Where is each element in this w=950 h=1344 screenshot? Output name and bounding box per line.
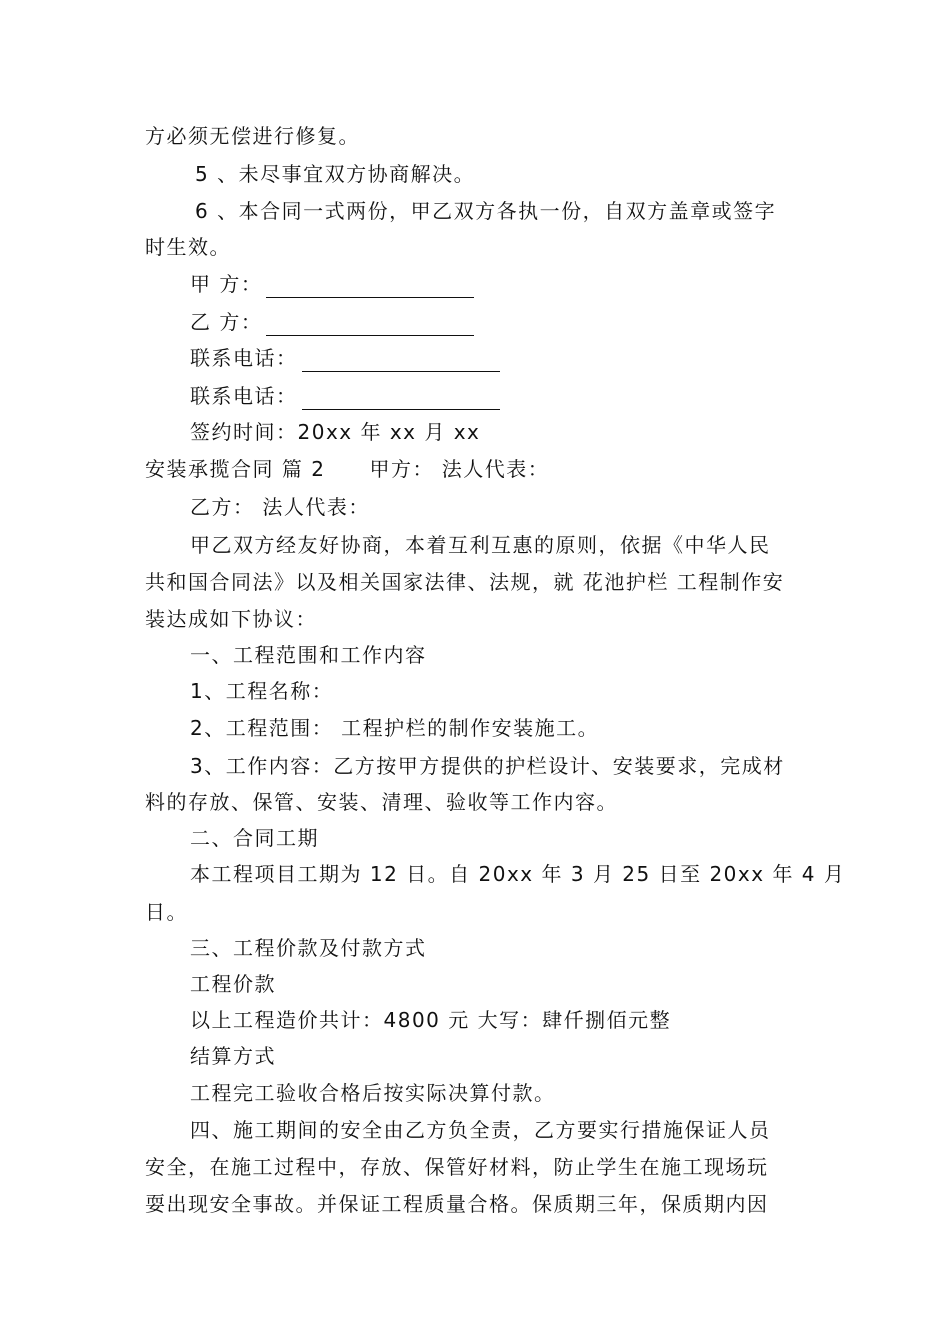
text-line: 四、施工期间的安全由乙方负全责，乙方要实行措施保证人员 <box>190 1118 771 1142</box>
text-line: 二、合同工期 <box>190 826 319 850</box>
text-line: 三、工程价款及付款方式 <box>190 936 427 960</box>
text-line: 2、工程范围： 工程护栏的制作安装施工。 <box>190 716 600 740</box>
text-line: 日。 <box>145 900 188 924</box>
text-line: 结算方式 <box>190 1044 276 1068</box>
text-line: 工程价款 <box>190 972 276 996</box>
text-line: 安全，在施工过程中，存放、保管好材料，防止学生在施工现场玩 <box>145 1155 769 1179</box>
text-line: 3、工作内容：乙方按甲方提供的护栏设计、安装要求，完成材 <box>190 754 785 778</box>
signature-label: 乙 方： <box>190 310 263 334</box>
signature-blank <box>302 351 500 372</box>
signature-blank <box>266 315 474 336</box>
text-line: 以上工程造价共计：4800 元 大写：肆仟捌佰元整 <box>190 1008 672 1032</box>
text-line: 工程完工验收合格后按实际决算付款。 <box>190 1081 556 1105</box>
text-line: 乙方： 法人代表： <box>190 495 370 519</box>
signature-label: 甲 方： <box>190 272 263 296</box>
text-line: 耍出现安全事故。并保证工程质量合格。保质期三年，保质期内因 <box>145 1192 769 1216</box>
signature-label: 联系电话： <box>190 384 298 408</box>
text-line: 甲乙双方经友好协商，本着互利互惠的原则，依据《中华人民 <box>190 533 771 557</box>
text-line: 料的存放、保管、安装、清理、验收等工作内容。 <box>145 790 618 814</box>
section-heading <box>145 455 815 483</box>
section-title: 安装承揽合同 篇 2 <box>145 457 326 481</box>
text-line: 时生效。 <box>145 235 231 259</box>
text-line: 本工程项目工期为 12 日。自 20xx 年 3 月 25 日至 20xx 年 4 月 <box>190 862 846 886</box>
signature-party-a <box>190 270 815 298</box>
signature-party-b <box>190 308 815 336</box>
sign-date: 签约时间：20xx 年 xx 月 xx <box>190 420 481 444</box>
signature-phone-2 <box>190 382 815 410</box>
signature-label: 联系电话： <box>190 346 298 370</box>
text-line: 一、工程范围和工作内容 <box>190 643 427 667</box>
signature-blank <box>266 277 474 298</box>
text-line: 1、工程名称： <box>190 679 334 703</box>
signature-phone-1 <box>190 344 815 372</box>
text-line: 装达成如下协议： <box>145 607 317 631</box>
party-a-line: 甲方： 法人代表： <box>369 457 550 481</box>
signature-blank <box>302 389 500 410</box>
text-line: 方必须无偿进行修复。 <box>145 124 360 148</box>
text-line: 6 、本合同一式两份，甲乙双方各执一份，自双方盖章或签字 <box>195 199 777 223</box>
text-line: 5 、未尽事宜双方协商解决。 <box>195 162 476 186</box>
text-line: 共和国合同法》以及相关国家法律、法规，就 花池护栏 工程制作安 <box>145 570 785 594</box>
